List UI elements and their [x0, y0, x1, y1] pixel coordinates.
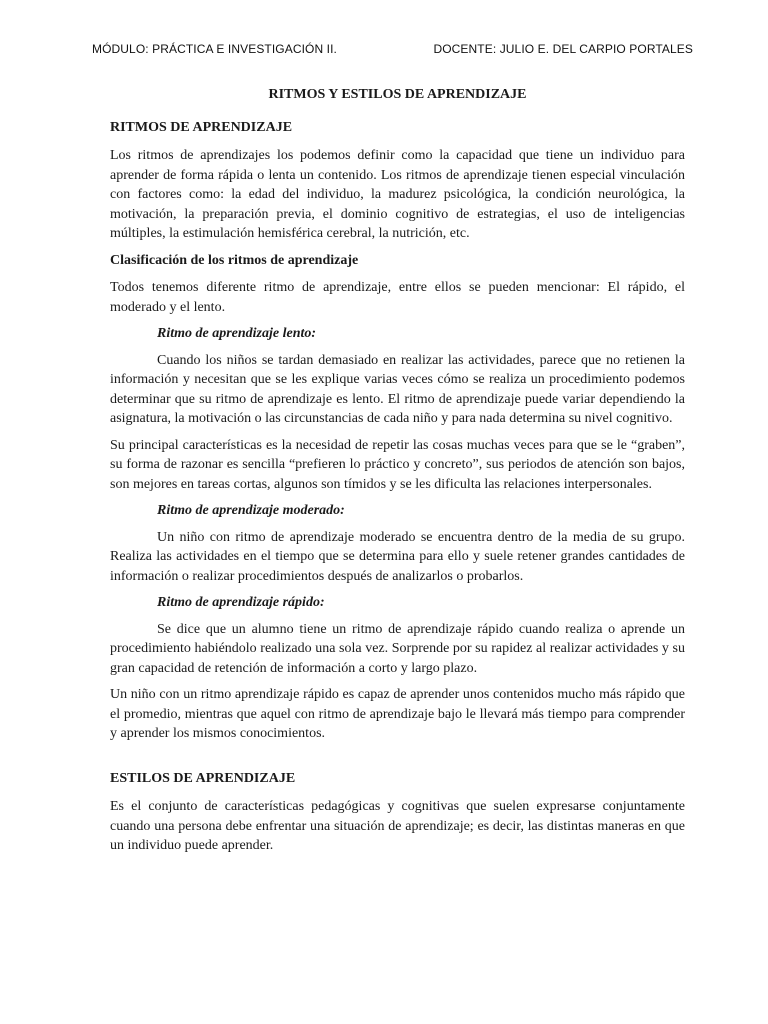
document-body [110, 85, 685, 863]
paragraph: Su principal características es la necesidad de repetir las cosas muchas veces para que se le “graben”, su forma de razonar es sencilla “prefieren lo práctico y concreto”, sus periodos de atención son bajos, son mejores en tareas cortas, algunos son tímidos y se les dificulta las relaciones interpersonales. [110, 437, 685, 492]
header-teacher: DOCENTE: JULIO E. DEL CARPIO PORTALES [433, 42, 693, 56]
header-module: MÓDULO: PRÁCTICA E INVESTIGACIÓN II. [92, 42, 337, 56]
subsection-heading-clasificacion: Clasificación de los ritmos de aprendizaje [110, 252, 359, 268]
document-title: RITMOS Y ESTILOS DE APRENDIZAJE [268, 87, 527, 102]
page-header [92, 42, 693, 56]
subheading-ritmo-rapido: Ritmo de aprendizaje rápido: [157, 595, 325, 610]
subheading-ritmo-moderado: Ritmo de aprendizaje moderado: [157, 503, 345, 518]
section-gap [110, 751, 685, 769]
section-heading-ritmos: RITMOS DE APRENDIZAJE [110, 119, 293, 135]
paragraph: Todos tenemos diferente ritmo de aprendizaje, entre ellos se pueden mencionar: El rápido, el moderado y el lento. [110, 280, 685, 315]
section-heading-estilos: ESTILOS DE APRENDIZAJE [110, 770, 296, 786]
subheading-ritmo-lento: Ritmo de aprendizaje lento: [157, 326, 317, 341]
paragraph: Se dice que un alumno tiene un ritmo de aprendizaje rápido cuando realiza o aprende un procedimiento habiéndolo realizado una sola vez. Sorprende por su rapidez al realizar actividades y su gran capacidad de retención de información a corto y largo plazo. [110, 621, 685, 676]
paragraph: Los ritmos de aprendizajes los podemos definir como la capacidad que tiene un individuo para aprender de forma rápida o lenta un contenido. Los ritmos de aprendizaje tienen especial vinculación con factores como: la edad del individuo, la madurez psicológica, la condición neurológica, la motivación, la preparación previa, el dominio cognitivo de estrategias, el uso de inteligencias múltiples, la estimulación hemisférica cerebral, la nutrición, etc. [110, 148, 685, 241]
paragraph: Cuando los niños se tardan demasiado en realizar las actividades, parece que no retienen la información y necesitan que se les explique varias veces cómo se realiza un procedimiento podemos determinar que su ritmo de aprendizaje es lento. El ritmo de aprendizaje puede variar dependiendo la asignatura, la motivación o las circunstancias de cada niño y para nada determina su nivel cognitivo. [110, 352, 685, 426]
paragraph: Un niño con ritmo de aprendizaje moderado se encuentra dentro de la media de su grupo. Realiza las actividades en el tiempo que se determina para ello y suele retener grandes cantidades de información o realizar procedimientos después de analizarlos o probarlos. [110, 529, 685, 584]
paragraph: Es el conjunto de características pedagógicas y cognitivas que suelen expresarse conjuntamente cuando una persona debe enfrentar una situación de aprendizaje; es decir, las distintas maneras en que un individuo puede aprender. [110, 799, 685, 853]
paragraph: Un niño con un ritmo aprendizaje rápido es capaz de aprender unos contenidos mucho más rápido que el promedio, mientras que aquel con ritmo de aprendizaje bajo le llevará más tiempo para comprender y aprender los mismos conocimientos. [110, 687, 685, 741]
